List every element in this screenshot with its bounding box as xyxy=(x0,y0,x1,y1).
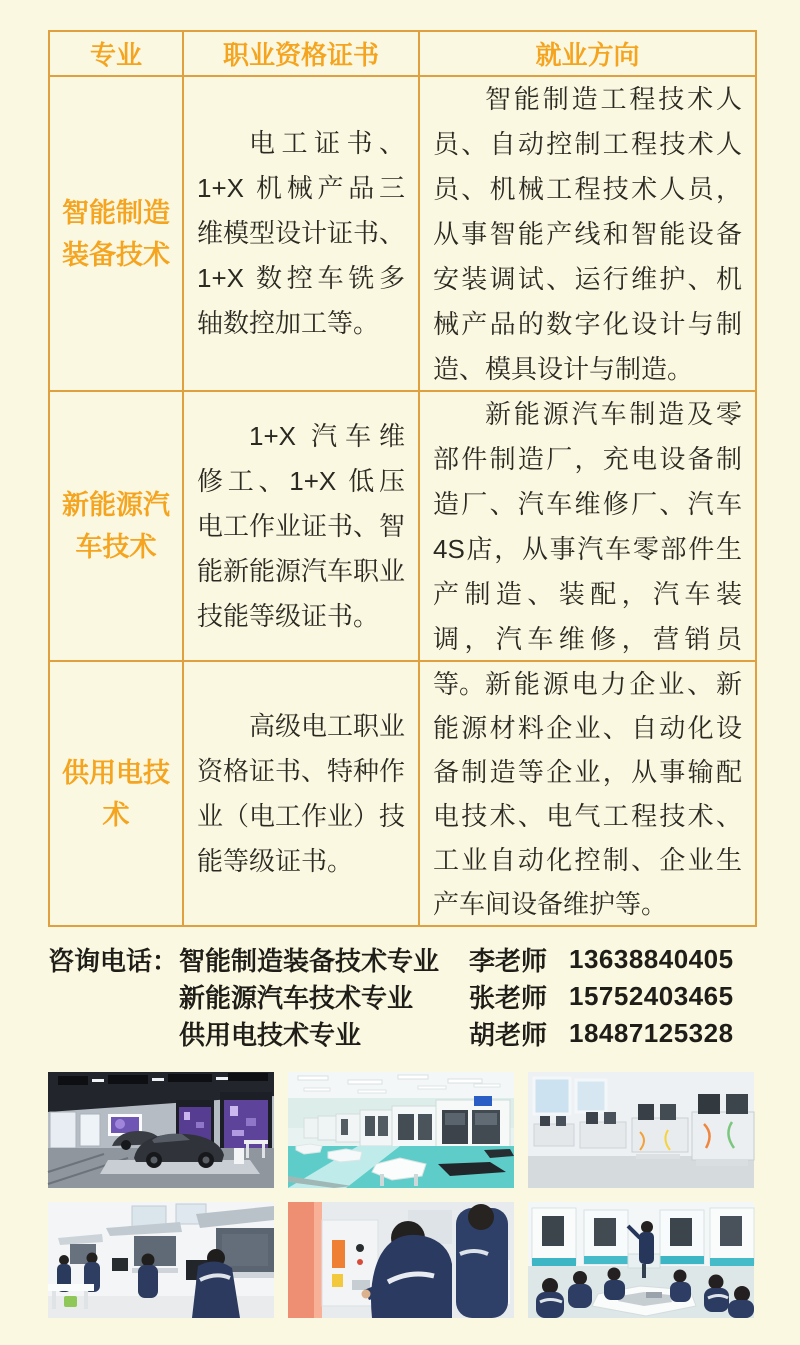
careers-new-energy-vehicle xyxy=(418,390,755,699)
careers-text: 新能源电力企业、新能源材料企业、自动化设备制造等企业，从事输配电技术、电气工程技术、工业自动化控制、企业生产车间设备维护等。 xyxy=(433,669,742,919)
photo-classroom-instruction xyxy=(528,1202,754,1318)
contact-program: 智能制造装备技术专业 xyxy=(179,946,440,976)
major-power-supply: 供用电技术 xyxy=(50,660,182,925)
header-careers: 就业方向 xyxy=(418,32,755,75)
contact-section xyxy=(48,941,755,1052)
careers-text: 新能源汽车制造及零部件制造厂，充电设备制造厂、汽车维修厂、汽车4S店，从事汽车零部件生产制造、装配，汽车装调，汽车维修，营销员等。 xyxy=(433,399,742,699)
contact-teacher: 张老师 xyxy=(469,983,548,1013)
contact-line xyxy=(48,1015,755,1052)
photo-cnc-machining-workshop xyxy=(288,1072,514,1188)
contact-teacher: 胡老师 xyxy=(469,1020,548,1050)
major-new-energy-vehicle: 新能源汽车技术 xyxy=(50,390,182,660)
careers-smart-manufacturing xyxy=(418,75,755,390)
programs-table xyxy=(48,30,757,927)
contact-program: 新能源汽车技术专业 xyxy=(179,983,414,1013)
photo-grid xyxy=(48,1072,754,1318)
header-certificates: 职业资格证书 xyxy=(182,32,418,75)
certificates-text: 高级电工职业资格证书、特种作业（电工作业）技能等级证书。 xyxy=(197,710,406,876)
certificates-text: 1+X 汽车维修工、1+X 低压电工作业证书、智能新能源汽车职业技能等级证书。 xyxy=(197,420,406,631)
contact-teacher: 李老师 xyxy=(469,946,548,976)
contact-phone: 13638840405 xyxy=(569,944,734,974)
contact-label: 咨询电话： xyxy=(48,946,179,976)
certificates-text: 电工证书、1+X 机械产品三维模型设计证书、1+X 数控车铣多轴数控加工等。 xyxy=(197,128,406,338)
contact-program: 供用电技术专业 xyxy=(179,1020,362,1050)
contact-line xyxy=(48,978,755,1015)
contact-phone: 15752403465 xyxy=(569,981,734,1011)
photo-smart-vehicle-showroom-lab xyxy=(48,1072,274,1188)
header-major: 专业 xyxy=(89,40,142,70)
certificates-smart-manufacturing xyxy=(182,75,418,390)
certificates-power-supply xyxy=(182,660,418,925)
contact-line xyxy=(48,941,755,978)
certificates-new-energy-vehicle xyxy=(182,390,418,660)
contact-phone: 18487125328 xyxy=(569,1018,734,1048)
careers-power-supply xyxy=(418,660,755,925)
photo-students-hands-on-practice xyxy=(288,1202,514,1318)
photo-electrical-training-lab xyxy=(528,1072,754,1188)
photo-workstation-practice-lab xyxy=(48,1202,274,1318)
major-smart-manufacturing: 智能制造装备技术 xyxy=(50,75,182,390)
careers-text: 智能制造工程技术人员、自动控制工程技术人员、机械工程技术人员，从事智能产线和智能设备安装调试、运行维护、机械产品的数字化设计与制造、模具设计与制造。 xyxy=(433,84,742,384)
